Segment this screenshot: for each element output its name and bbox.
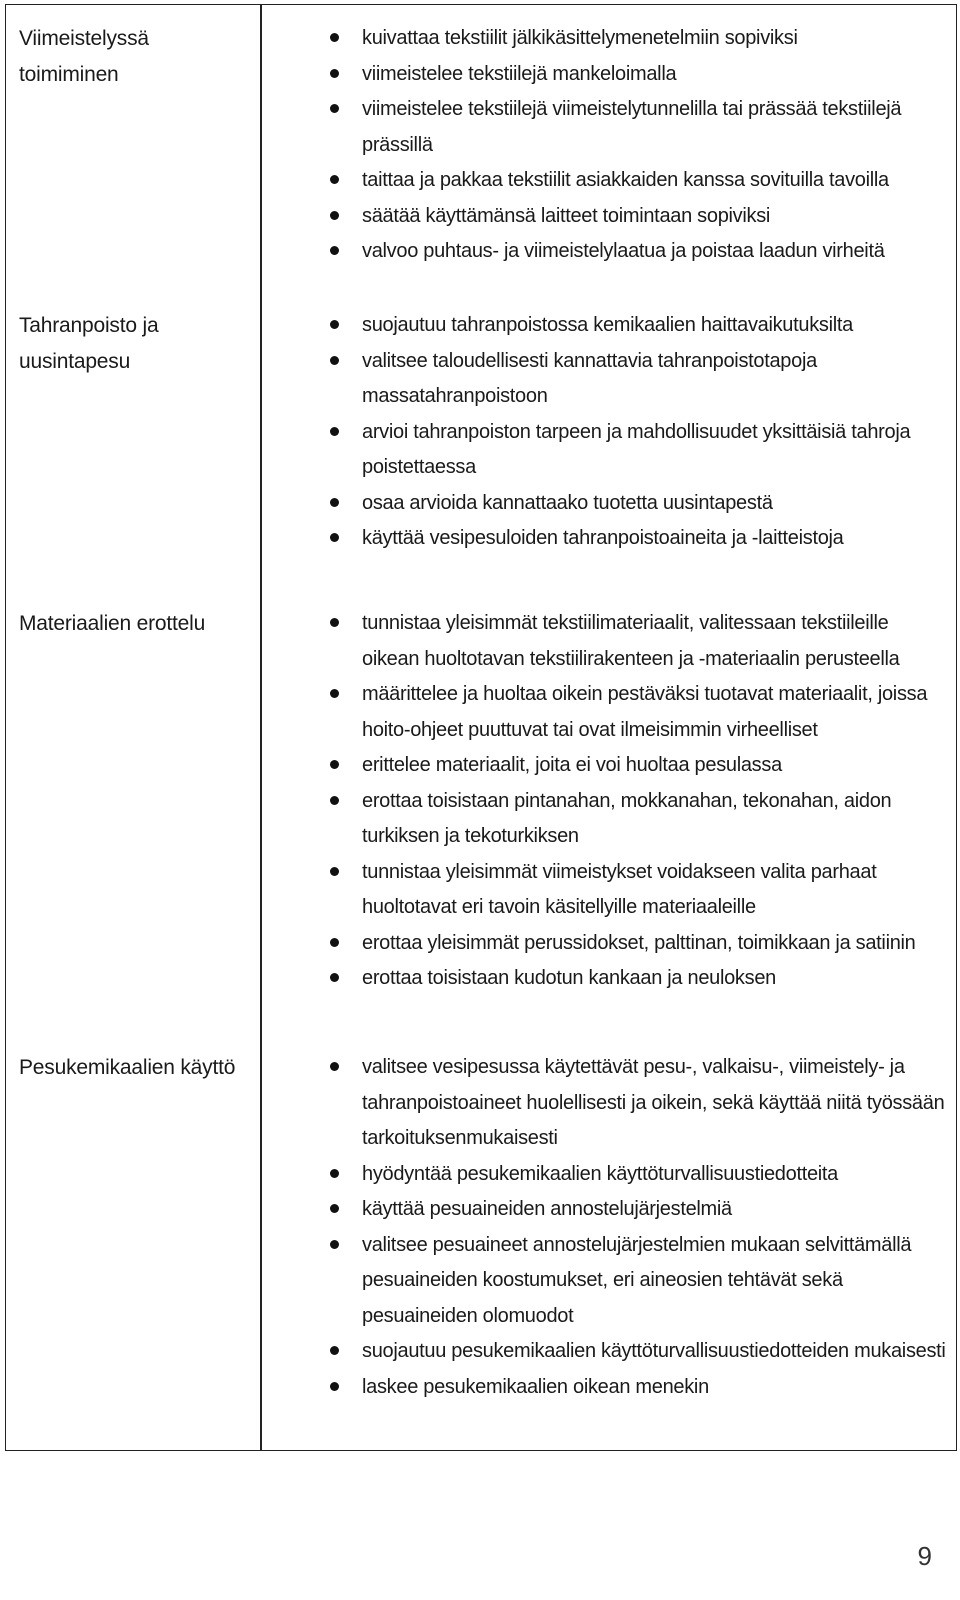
- section-title: Tahranpoisto ja uusintapesu: [19, 314, 159, 373]
- section-title: Materiaalien erottelu: [19, 612, 206, 635]
- list-item: arvioi tahranpoiston tarpeen ja mahdollisuudet yksittäisiä tahroja poistettaessa: [296, 415, 946, 486]
- list-item: viimeistelee tekstiilejä mankeloimalla: [296, 57, 946, 93]
- list-item: suojautuu pesukemikaalien käyttöturvallisuustiedotteiden mukaisesti: [296, 1334, 946, 1370]
- list-item: valvoo puhtaus- ja viimeistelylaatua ja poistaa laadun virheitä: [296, 234, 946, 270]
- page-number: 9: [917, 1541, 932, 1571]
- section-title: Pesukemikaalien käyttö: [19, 1056, 236, 1079]
- list-item: taittaa ja pakkaa tekstiilit asiakkaiden kanssa sovituilla tavoilla: [296, 163, 946, 199]
- list-item: käyttää pesuaineiden annostelujärjestelmiä: [296, 1192, 946, 1228]
- list-item: säätää käyttämänsä laitteet toimintaan sopiviksi: [296, 199, 946, 235]
- list-item: erittelee materiaalit, joita ei voi huoltaa pesulassa: [296, 748, 946, 784]
- bullet-list: [296, 21, 946, 270]
- competency-table: [5, 4, 957, 1451]
- list-item: valitsee vesipesussa käytettävät pesu-, valkaisu-, viimeistely- ja tahranpoistoaineet huolellisesti ja oikein, sekä käyttää niitä työssään tarkoituksenmukaisesti: [296, 1050, 946, 1157]
- section-title: Viimeistelyssä toimiminen: [19, 27, 149, 86]
- list-item: valitsee taloudellisesti kannattavia tahranpoistotapoja massatahranpoistoon: [296, 344, 946, 415]
- bullet-list: [296, 1050, 946, 1405]
- bullet-list: [296, 606, 946, 997]
- list-item: erottaa toisistaan kudotun kankaan ja neuloksen: [296, 961, 946, 997]
- list-item: laskee pesukemikaalien oikean menekin: [296, 1370, 946, 1406]
- column-divider: [260, 5, 262, 1450]
- list-item: määrittelee ja huoltaa oikein pestäväksi tuotavat materiaalit, joissa hoito-ohjeet puuttuvat tai ovat ilmeisimmin virheelliset: [296, 677, 946, 748]
- list-item: valitsee pesuaineet annostelujärjestelmien mukaan selvittämällä pesuaineiden koostumukset, eri aineosien tehtävät sekä pesuaineiden olomuodot: [296, 1228, 946, 1335]
- list-item: tunnistaa yleisimmät viimeistykset voidakseen valita parhaat huoltotavat eri tavoin käsitellyille materiaaleille: [296, 855, 946, 926]
- list-item: suojautuu tahranpoistossa kemikaalien haittavaikutuksilta: [296, 308, 946, 344]
- list-item: erottaa toisistaan pintanahan, mokkanahan, tekonahan, aidon turkiksen ja tekoturkiksen: [296, 784, 946, 855]
- bullet-list: [296, 308, 946, 557]
- list-item: käyttää vesipesuloiden tahranpoistoaineita ja -laitteistoja: [296, 521, 946, 557]
- list-item: viimeistelee tekstiilejä viimeistelytunnelilla tai prässää tekstiilejä prässillä: [296, 92, 946, 163]
- list-item: erottaa yleisimmät perussidokset, palttinan, toimikkaan ja satiinin: [296, 926, 946, 962]
- list-item: kuivattaa tekstiilit jälkikäsittelymenetelmiin sopiviksi: [296, 21, 946, 57]
- list-item: tunnistaa yleisimmät tekstiilimateriaalit, valitessaan tekstiileille oikean huoltotavan tekstiilirakenteen ja -materiaalin perusteella: [296, 606, 946, 677]
- list-item: osaa arvioida kannattaako tuotetta uusintapestä: [296, 486, 946, 522]
- list-item: hyödyntää pesukemikaalien käyttöturvallisuustiedotteita: [296, 1157, 946, 1193]
